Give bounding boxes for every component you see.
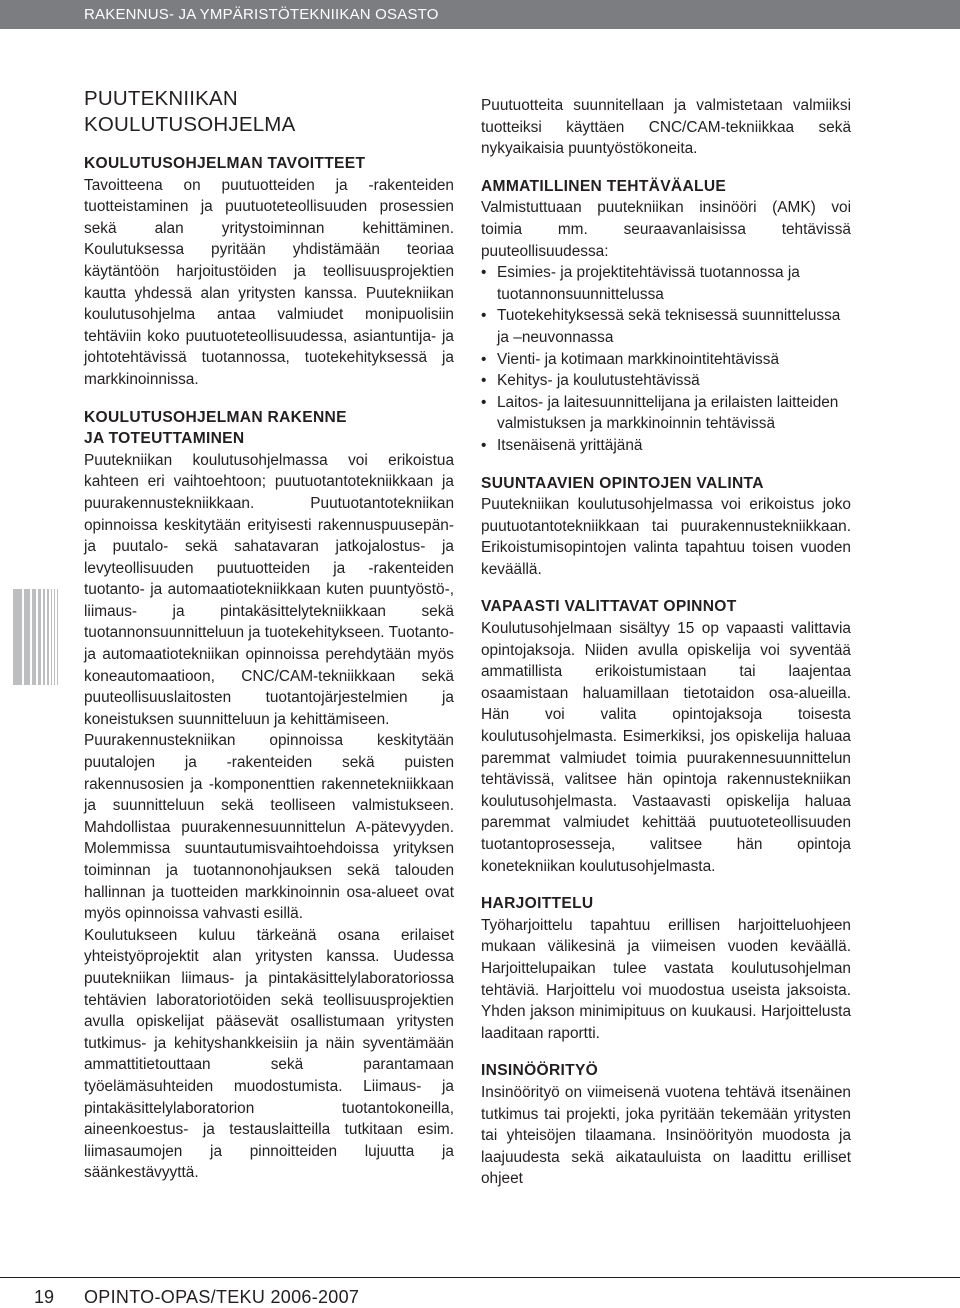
decorative-barcode [13,589,59,685]
page-title-line1: PUUTEKNIIKAN [84,87,238,110]
page-title-line2: KOULUTUSOHJELMA [84,113,296,136]
header-bar [0,0,960,29]
list-item: • Esimies- ja projektitehtävissä tuotannossa ja tuotannonsuunnittelussa [481,262,851,305]
section-heading-vapaasti: VAPAASTI VALITTAVAT OPINNOT [481,598,737,616]
intro-paragraph: Puutuotteita suunnitellaan ja valmistetaan valmiiksi tuotteiksi käyttäen CNC/CAM-tekniikkaa sekä nykyaikaisia puuntyöstökoneita. [481,97,851,158]
section-heading-harjoittelu: HARJOITTELU [481,895,594,913]
left-column [84,86,454,1184]
tavoitteet-paragraph: Tavoitteena on puutuotteiden ja -rakenteiden tuotteistaminen ja puutuoteteollisuuden prosessien sekä alan yritystoiminnan kehittäminen. Koulutuksessa pyritään yhdistämään teoriaa käytäntöön harjoitustöiden ja teollisuusprojektien kautta yhdessä alan yritysten kanssa. Puutekniikan koulutusohjelma antaa valmiudet monipuolisiin tehtäviin koko puutuoteteollisuudessa, asiantuntija- ja johtotehtävissä tuotannossa, tuotekehityksessä ja markkinoinnissa. [84,176,454,388]
section-heading-tavoitteet: KOULUTUSOHJELMAN TAVOITTEET [84,155,366,172]
vapaasti-paragraph: Koulutusohjelmaan sisältyy 15 op vapaasti valittavia opintojaksoja. Niiden avulla opiskelija voi syventää ammatillista erikoistumistaan tai laajentaa osaamistaan haluamillaan tietotaidon osa-alueilla. Hän voi valita opintojaksoja toisesta koulutusohjelmasta. Esimerkiksi, jos opiskelija haluaa paremmat valmiudet toimia puurakennesuunnittelun tehtävissä, valitsee hän opintoja rakennustekniikan koulutusohjelmasta. Vastaavasti opiskelija haluaa paremmat valmiudet kehittää puutuoteteollisuuden tuotantoprosesseja, valitsee hän opintoja konetekniikan koulutusohjelmasta. [481,620,851,875]
publication-title: OPINTO-OPAS/TEKU 2006-2007 [84,1287,360,1307]
department-title: RAKENNUS- JA YMPÄRISTÖTEKNIIKAN OSASTO [84,6,439,23]
right-column [481,95,851,1190]
rakenne-paragraph-2: Puurakennustekniikan opinnoissa keskitytään puutalojen ja -rakenteiden sekä puisten rakennusosien ja -komponenttien rakennetekniikkaan ja suunnitteluun sekä teolliseen valmistukseen. Mahdollistaa puurakennesuunnittelun A-pätevyyden. Molemmissa suuntautumisvaihtoehdoissa yrityksen toiminnan ja tuotannonohjauksen sekä talouden hallinnan ja tuotteiden markkinoinnin osa-alueet ovat myös opinnoissa vahvasti esillä. [84,732,454,923]
rakenne-heading-line2: JA TOTEUTTAMINEN [84,430,245,448]
list-item: • Vienti- ja kotimaan markkinointitehtävissä [481,349,851,371]
harjoittelu-paragraph: Työharjoittelu tapahtuu erillisen harjoitteluohjeen mukaan välikesinä ja viimeisen vuoden keväällä. Harjoittelupaikan tulee vastata koulutusohjelman tehtäviä. Harjoittelu voi muodostua useista jaksoista. Yhden jakson minimipituus on kuukausi. Harjoittelusta laaditaan raportti. [481,916,851,1042]
suuntaavat-paragraph: Puutekniikan koulutusohjelmassa voi erikoistus joko puutuotantotekniikkaan tai puurakennustekniikkaan. Erikoistumisopintojen valinta tapahtuu toisen vuoden keväällä. [481,496,851,578]
list-item: • Tuotekehityksessä sekä teknisessä suunnittelussa ja –neuvonnassa [481,305,851,348]
insinooorityo-paragraph: Insinöörityö on viimeisenä vuotena tehtävä itsenäinen tutkimus tai projekti, joka pyritään tekemään yritysten tai yhteisöjen tilaamana. Insinöörityön muodosta ja laajuudesta sekä aikatauluista on laadittu erilliset ohjeet [481,1083,851,1188]
list-item: • Kehitys- ja koulutustehtävissä [481,370,851,392]
page-number: 19 [34,1287,55,1307]
page-title [84,86,454,138]
rakenne-paragraph-3: Koulutukseen kuluu tärkeänä osana erilaiset yhteistyöprojektit alan yritysten kanssa. Uudessa puutekniikan liimaus- ja pintakäsittelylaboratoriossa tehtävien laboratoriotöiden sekä teollisuusprojektien avulla opiskelijat pääsevät osallistumaan yritysten tutkimus- ja kehityshankkeisiin ja näin syventämään ammattitietouttaan sekä parantamaan työelämäsuhteiden muodostumista. Liimaus- ja pintakäsittelylaboratorion tuotantokoneilla, aineenkoestus- ja testauslaitteilla tutkitaan esim. liimasaumojen ja pinnoitteiden lujuutta ja säänkestävyyttä. [84,926,454,1182]
section-heading-ammatillinen: AMMATILLINEN TEHTÄVÄALUE [481,177,727,195]
list-item: • Laitos- ja laitesuunnittelijana ja erilaisten laitteiden valmistuksen ja markkinoinnin tehtävissä [481,392,851,435]
list-item: • Itsenäisenä yrittäjänä [481,435,851,457]
ammatillinen-paragraph: Valmistuttuaan puutekniikan insinööri (AMK) voi toimia mm. seuraavanlaisissa tehtävissä puuteollisuudessa: [481,199,851,260]
section-heading-rakenne [84,407,454,450]
tehtavat-list [481,262,851,456]
rakenne-paragraph-1: Puutekniikan koulutusohjelmassa voi erikoistua kahteen eri vaihtoehtoon; puutuotantotekniikkaan ja puurakennustekniikkaan. Puutuotantotekniikan opinnoissa keskitytään erityisesti rakennuspuusepän- ja puutalo- sekä sahatavaran jatkojalostus- ja levyteollisuuden puutuotteiden ja -rakenteiden tuotanto- ja automaatiotekniikkaan kuten puuntyöstö-, liimaus- ja pintakäsittelytekniikkaan sekä tuotannonsuunnitteluun ja tuotekehitykseen. Tuotanto- ja automaatiotekniikan opinnoissa perehdytään myös koneautomaatioon, CNC/CAM-tekniikkaan sekä puuteollisuuslaitosten tuotantojärjestelmien ja koneistuksen suunnitteluun ja kehittämiseen. [84,451,454,728]
rakenne-heading-line1: KOULUTUSOHJELMAN RAKENNE [84,408,347,426]
section-heading-suuntaavat: SUUNTAAVIEN OPINTOJEN VALINTA [481,474,764,492]
section-heading-insinooorityo: INSINÖÖRITYÖ [481,1062,599,1080]
footer-divider [0,1277,960,1278]
